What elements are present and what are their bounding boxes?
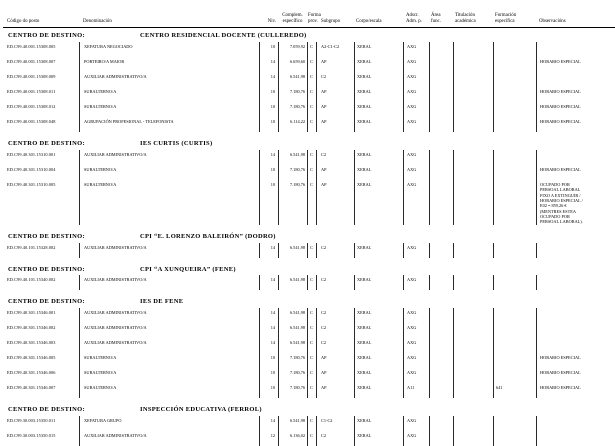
cell-denominacion: SUBALTERNO/A <box>79 180 259 225</box>
column-header-denominacion: Denominación <box>83 19 112 25</box>
section <box>3 298 615 398</box>
section-title <box>3 32 615 40</box>
cell-codigo: ED.C99.30.003.15350.011 <box>7 417 56 423</box>
section-rows <box>3 150 615 225</box>
cell-observacions <box>536 308 615 323</box>
cell-complem: 6.136,02 <box>278 431 307 446</box>
cell-subgrupo: C2 <box>316 275 354 290</box>
cell-corpo: XERAL <box>354 243 403 258</box>
cell-corpo: XERAL <box>354 353 403 368</box>
cell-denominacion: SUBALTERNO/A <box>79 102 259 117</box>
cell-complem: 7.059,92 <box>278 42 307 57</box>
section-title <box>3 406 615 414</box>
cell-complem: 7.180,76 <box>278 368 307 383</box>
cell-titulacion <box>453 275 493 290</box>
cell-complem: 6.541,98 <box>278 416 307 431</box>
section-title <box>3 266 615 274</box>
cell-codigo: ED.C99.30.003.15350.015 <box>7 432 56 438</box>
cell-corpo: XERAL <box>354 87 403 102</box>
cell-observacions: OCUPADO POR PERSOAL LABORAL FIXO A EXTINGUIR / HORARIO ESPECIAL / E02 = 859,26 € (MENTRES ESTEA OCUPADO POR PERSOAL LABORAL). <box>536 180 615 225</box>
cell-corpo: XERAL <box>354 165 403 180</box>
cell-subgrupo: AP <box>316 383 354 398</box>
cell-forma: C <box>307 102 316 117</box>
cell-denominacion: AUXILIAR ADMINISTRATIVO/A <box>79 72 259 87</box>
cell-adscr: AXG <box>403 42 429 57</box>
cell-adscr: AXG <box>403 308 429 323</box>
cell-forma: C <box>307 308 316 323</box>
cell-denominacion: AUXILIAR ADMINISTRATIVO/A <box>79 243 259 258</box>
cell-complem: 6.659,60 <box>278 57 307 72</box>
cell-corpo: XERAL <box>354 416 403 431</box>
cell-formacion <box>493 42 536 57</box>
cell-forma: C <box>307 368 316 383</box>
cell-niv: 10 <box>259 165 278 180</box>
cell-adscr: AXG <box>403 243 429 258</box>
centro-de-destino-label: CENTRO DE DESTINO: <box>8 32 85 40</box>
cell-area <box>429 165 453 180</box>
cell-codigo: ED.C99.40.301.15310.001 <box>7 151 56 157</box>
cell-codigo: ED.C99.40.301.15310.005 <box>7 181 56 187</box>
cell-titulacion <box>453 165 493 180</box>
cell-complem: 6.541,98 <box>278 308 307 323</box>
cell-denominacion: SUBALTERNO/A <box>79 165 259 180</box>
cell-niv: 14 <box>259 416 278 431</box>
cell-complem: 6.541,98 <box>278 243 307 258</box>
column-header-forma-prov: Forma prov. <box>308 13 321 25</box>
cell-forma: C <box>307 165 316 180</box>
cell-niv: 14 <box>259 338 278 353</box>
cell-niv: 14 <box>259 275 278 290</box>
cell-corpo: XERAL <box>354 275 403 290</box>
cell-forma: C <box>307 416 316 431</box>
cell-codigo: ED.C99.40.001.15308.012 <box>7 104 56 110</box>
cell-formacion <box>493 57 536 72</box>
cell-niv: 10 <box>259 87 278 102</box>
cell-titulacion <box>453 57 493 72</box>
table-row <box>3 87 615 102</box>
cell-forma: C <box>307 150 316 165</box>
cell-subgrupo: C2 <box>316 308 354 323</box>
section-rows <box>3 275 615 290</box>
cell-area <box>429 243 453 258</box>
cell-codigo: ED.C99.40.001.15308.048 <box>7 119 56 125</box>
table-row <box>3 353 615 368</box>
cell-denominacion: AGRUPACIÓN PROFESIONAL - TELEFONISTA <box>79 117 259 132</box>
cell-niv: 10 <box>259 180 278 225</box>
cell-adscr: AXG <box>403 117 429 132</box>
cell-complem: 6.541,98 <box>278 275 307 290</box>
cell-titulacion <box>453 102 493 117</box>
cell-adscr: AXG <box>403 338 429 353</box>
cell-formacion <box>493 243 536 258</box>
section <box>3 266 615 291</box>
cell-observacions <box>536 323 615 338</box>
cell-codigo: ED.C99.40.001.15308.007 <box>7 59 56 65</box>
cell-titulacion <box>453 353 493 368</box>
table-row <box>3 383 615 398</box>
cell-corpo: XERAL <box>354 431 403 446</box>
cell-forma: C <box>307 431 316 446</box>
column-header-complem-especifico: Complem. específico <box>282 13 303 25</box>
cell-adscr: AXG <box>403 353 429 368</box>
cell-observacions <box>536 338 615 353</box>
cell-denominacion: AUXILIAR ADMINISTRATIVO/A <box>79 431 259 446</box>
cell-codigo: ED.C99.40.101.15340.002 <box>7 277 56 283</box>
cell-adscr: AXG <box>403 431 429 446</box>
cell-observacions <box>536 72 615 87</box>
cell-subgrupo: C2 <box>316 431 354 446</box>
cell-forma: C <box>307 57 316 72</box>
cell-forma: C <box>307 180 316 225</box>
cell-corpo: XERAL <box>354 42 403 57</box>
cell-adscr: AXG <box>403 57 429 72</box>
cell-titulacion <box>453 383 493 398</box>
cell-observacions <box>536 275 615 290</box>
section-title <box>3 140 615 148</box>
cell-observacions: HORARIO ESPECIAL <box>536 117 615 132</box>
cell-subgrupo: C2 <box>316 338 354 353</box>
cell-formacion: 641 <box>493 383 536 398</box>
cell-adscr: AXG <box>403 87 429 102</box>
cell-codigo: ED.C99.40.301.15346.006 <box>7 370 56 376</box>
cell-subgrupo: AP <box>316 87 354 102</box>
cell-observacions <box>536 150 615 165</box>
cell-observacions <box>536 243 615 258</box>
table-row <box>3 431 615 446</box>
section-title <box>3 233 615 241</box>
cell-formacion <box>493 416 536 431</box>
cell-niv: 10 <box>259 353 278 368</box>
cell-niv: 14 <box>259 72 278 87</box>
cell-observacions <box>536 416 615 431</box>
cell-area <box>429 117 453 132</box>
centro-name: CENTRO RESIDENCIAL DOCENTE (CULLEREDO) <box>140 32 307 40</box>
cell-corpo: XERAL <box>354 308 403 323</box>
cell-titulacion <box>453 368 493 383</box>
cell-area <box>429 87 453 102</box>
section <box>3 140 615 225</box>
cell-formacion <box>493 72 536 87</box>
table-row <box>3 243 615 258</box>
centro-de-destino-label: CENTRO DE DESTINO: <box>8 406 85 414</box>
cell-corpo: XERAL <box>354 57 403 72</box>
cell-complem: 6.541,98 <box>278 323 307 338</box>
cell-codigo: ED.C99.40.101.15328.002 <box>7 244 56 250</box>
cell-area <box>429 308 453 323</box>
cell-denominacion: PORTEIRO/A MAIOR <box>79 57 259 72</box>
cell-niv: 12 <box>259 431 278 446</box>
cell-adscr: A11 <box>403 383 429 398</box>
cell-formacion <box>493 353 536 368</box>
cell-codigo: ED.C99.40.301.15346.003 <box>7 340 56 346</box>
cell-formacion <box>493 87 536 102</box>
cell-codigo: ED.C99.40.301.15346.007 <box>7 385 56 391</box>
table-column-headers <box>3 13 615 28</box>
cell-complem: 7.180,76 <box>278 102 307 117</box>
cell-forma: C <box>307 117 316 132</box>
cell-complem: 6.541,98 <box>278 150 307 165</box>
table-row <box>3 150 615 165</box>
cell-titulacion <box>453 150 493 165</box>
cell-corpo: XERAL <box>354 102 403 117</box>
cell-subgrupo: AP <box>316 117 354 132</box>
cell-codigo: ED.C99.40.301.15346.002 <box>7 325 56 331</box>
centro-de-destino-label: CENTRO DE DESTINO: <box>8 140 85 148</box>
cell-corpo: XERAL <box>354 180 403 225</box>
cell-formacion <box>493 180 536 225</box>
cell-corpo: XERAL <box>354 338 403 353</box>
cell-area <box>429 383 453 398</box>
table-row <box>3 323 615 338</box>
cell-formacion <box>493 368 536 383</box>
cell-complem: 6.541,98 <box>278 338 307 353</box>
cell-corpo: XERAL <box>354 383 403 398</box>
table-row <box>3 42 615 57</box>
cell-complem: 6.541,98 <box>278 72 307 87</box>
cell-formacion <box>493 165 536 180</box>
table-row <box>3 117 615 132</box>
cell-niv: 10 <box>259 383 278 398</box>
section-rows <box>3 243 615 258</box>
cell-complem: 7.180,76 <box>278 353 307 368</box>
cell-codigo: ED.C99.40.301.15310.004 <box>7 166 56 172</box>
cell-complem: 7.180,76 <box>278 180 307 225</box>
cell-titulacion <box>453 338 493 353</box>
table-row <box>3 368 615 383</box>
section <box>3 406 615 446</box>
cell-area <box>429 275 453 290</box>
cell-formacion <box>493 117 536 132</box>
table-row <box>3 275 615 290</box>
section <box>3 233 615 258</box>
centro-name: IES DE FENE <box>140 298 184 306</box>
cell-forma: C <box>307 353 316 368</box>
cell-corpo: XERAL <box>354 150 403 165</box>
table-row <box>3 416 615 431</box>
section-rows <box>3 42 615 132</box>
cell-observacions: HORARIO ESPECIAL <box>536 57 615 72</box>
section-title <box>3 298 615 306</box>
column-header-niv: Niv. <box>267 19 276 25</box>
centro-name: IES CURTIS (CURTIS) <box>140 140 213 148</box>
cell-subgrupo: C2 <box>316 243 354 258</box>
cell-complem: 7.180,76 <box>278 87 307 102</box>
centro-name: INSPECCIÓN EDUCATIVA (FERROL) <box>140 406 262 414</box>
cell-area <box>429 42 453 57</box>
centro-name: CPI “A XUNQUEIRA” (FENE) <box>140 265 236 273</box>
cell-forma: C <box>307 275 316 290</box>
centro-de-destino-label: CENTRO DE DESTINO: <box>8 232 85 240</box>
cell-corpo: XERAL <box>354 323 403 338</box>
cell-subgrupo: AP <box>316 102 354 117</box>
cell-niv: 14 <box>259 308 278 323</box>
cell-titulacion <box>453 180 493 225</box>
cell-area <box>429 338 453 353</box>
cell-subgrupo: C2 <box>316 150 354 165</box>
cell-corpo: XERAL <box>354 72 403 87</box>
sections <box>3 32 615 446</box>
cell-formacion <box>493 431 536 446</box>
cell-codigo: ED.C99.40.301.15346.001 <box>7 310 56 316</box>
cell-subgrupo: AP <box>316 165 354 180</box>
cell-subgrupo: AP <box>316 368 354 383</box>
cell-area <box>429 416 453 431</box>
cell-denominacion: AUXILIAR ADMINISTRATIVO/A <box>79 323 259 338</box>
section-rows <box>3 416 615 446</box>
cell-denominacion: XEFATURA NEGOCIADO <box>79 42 259 57</box>
cell-subgrupo: C1-C2 <box>316 416 354 431</box>
cell-denominacion: XEFATURA GRUPO <box>79 416 259 431</box>
cell-formacion <box>493 102 536 117</box>
cell-observacions: HORARIO ESPECIAL <box>536 165 615 180</box>
cell-formacion <box>493 275 536 290</box>
cell-area <box>429 323 453 338</box>
cell-subgrupo: AP <box>316 57 354 72</box>
table-row <box>3 180 615 225</box>
column-header-formacion-especifica: Formación específica <box>495 13 517 25</box>
cell-titulacion <box>453 416 493 431</box>
cell-corpo: XERAL <box>354 368 403 383</box>
cell-adscr: AXG <box>403 102 429 117</box>
cell-niv: 14 <box>259 150 278 165</box>
cell-subgrupo: AP <box>316 353 354 368</box>
cell-codigo: ED.C99.40.001.15308.011 <box>7 89 56 95</box>
cell-complem: 6.114,22 <box>278 117 307 132</box>
cell-observacions: HORARIO ESPECIAL <box>536 353 615 368</box>
column-header-corpo-escala: Corpo/escala <box>356 19 382 25</box>
cell-observacions: HORARIO ESPECIAL <box>536 368 615 383</box>
cell-formacion <box>493 338 536 353</box>
cell-formacion <box>493 323 536 338</box>
cell-subgrupo: AP <box>316 180 354 225</box>
cell-subgrupo: A2-C1-C2 <box>316 42 354 57</box>
table-row <box>3 72 615 87</box>
cell-adscr: AXG <box>403 275 429 290</box>
section-rows <box>3 308 615 398</box>
cell-observacions: HORARIO ESPECIAL <box>536 102 615 117</box>
cell-adscr: AXG <box>403 165 429 180</box>
cell-area <box>429 353 453 368</box>
cell-adscr: AXG <box>403 368 429 383</box>
cell-niv: 14 <box>259 323 278 338</box>
cell-niv: 14 <box>259 57 278 72</box>
cell-area <box>429 180 453 225</box>
cell-titulacion <box>453 87 493 102</box>
cell-complem: 7.180,76 <box>278 165 307 180</box>
column-header-titulacion-academica: Titulación académica <box>455 13 476 25</box>
cell-titulacion <box>453 117 493 132</box>
table-row <box>3 308 615 323</box>
cell-subgrupo: C2 <box>316 323 354 338</box>
centro-de-destino-label: CENTRO DE DESTINO: <box>8 265 85 273</box>
cell-denominacion: AUXILIAR ADMINISTRATIVO/A <box>79 150 259 165</box>
cell-adscr: AXG <box>403 180 429 225</box>
cell-denominacion: AUXILIAR ADMINISTRATIVO/A <box>79 338 259 353</box>
cell-adscr: AXG <box>403 323 429 338</box>
cell-forma: C <box>307 72 316 87</box>
cell-denominacion: SUBALTERNO/A <box>79 87 259 102</box>
cell-area <box>429 72 453 87</box>
column-header-subgrupo: Subgrupo <box>321 19 341 25</box>
table-row <box>3 57 615 72</box>
centro-de-destino-label: CENTRO DE DESTINO: <box>8 298 85 306</box>
cell-codigo: ED.C99.40.001.15308.009 <box>7 74 56 80</box>
cell-area <box>429 150 453 165</box>
cell-forma: C <box>307 338 316 353</box>
cell-codigo: ED.C99.40.301.15346.005 <box>7 355 56 361</box>
cell-adscr: AXG <box>403 72 429 87</box>
cell-niv: 10 <box>259 42 278 57</box>
cell-adscr: AXG <box>403 416 429 431</box>
cell-forma: C <box>307 323 316 338</box>
cell-denominacion: SUBALTERNO/A <box>79 368 259 383</box>
cell-complem: 7.180,76 <box>278 383 307 398</box>
cell-codigo: ED.C99.40.001.15308.005 <box>7 44 56 50</box>
cell-forma: C <box>307 243 316 258</box>
cell-denominacion: AUXILIAR ADMINISTRATIVO/A <box>79 308 259 323</box>
cell-observacions: HORARIO ESPECIAL <box>536 383 615 398</box>
section <box>3 32 615 132</box>
cell-observacions <box>536 42 615 57</box>
table-row <box>3 102 615 117</box>
cell-observacions: HORARIO ESPECIAL <box>536 87 615 102</box>
cell-corpo: XERAL <box>354 117 403 132</box>
cell-niv: 14 <box>259 243 278 258</box>
cell-forma: C <box>307 42 316 57</box>
cell-forma: C <box>307 87 316 102</box>
cell-titulacion <box>453 42 493 57</box>
column-header-adscr-adm-p: Adscr. Adm. p. <box>406 13 422 25</box>
cell-denominacion: AUXILIAR ADMINISTRATIVO/A <box>79 275 259 290</box>
cell-area <box>429 102 453 117</box>
table-row <box>3 165 615 180</box>
cell-formacion <box>493 150 536 165</box>
cell-denominacion: SUBALTERNO/A <box>79 353 259 368</box>
cell-formacion <box>493 308 536 323</box>
cell-area <box>429 368 453 383</box>
cell-titulacion <box>453 431 493 446</box>
cell-titulacion <box>453 72 493 87</box>
centro-name: CPI “E. LORENZO BALEIRÓN” (DODRO) <box>140 232 276 240</box>
cell-adscr: AXG <box>403 150 429 165</box>
cell-observacions <box>536 431 615 446</box>
column-header-area-func: Área func. <box>431 13 441 25</box>
cell-area <box>429 431 453 446</box>
column-header-observacions: Observacións <box>539 19 566 25</box>
cell-area <box>429 57 453 72</box>
cell-niv: 10 <box>259 368 278 383</box>
cell-niv: 10 <box>259 102 278 117</box>
cell-denominacion: SUBALTERNO/A <box>79 383 259 398</box>
cell-titulacion <box>453 243 493 258</box>
cell-titulacion <box>453 308 493 323</box>
table-row <box>3 338 615 353</box>
cell-titulacion <box>453 323 493 338</box>
cell-niv: 10 <box>259 117 278 132</box>
cell-forma: C <box>307 383 316 398</box>
column-header-codigo: Código do posto <box>7 19 40 25</box>
cell-subgrupo: C2 <box>316 72 354 87</box>
